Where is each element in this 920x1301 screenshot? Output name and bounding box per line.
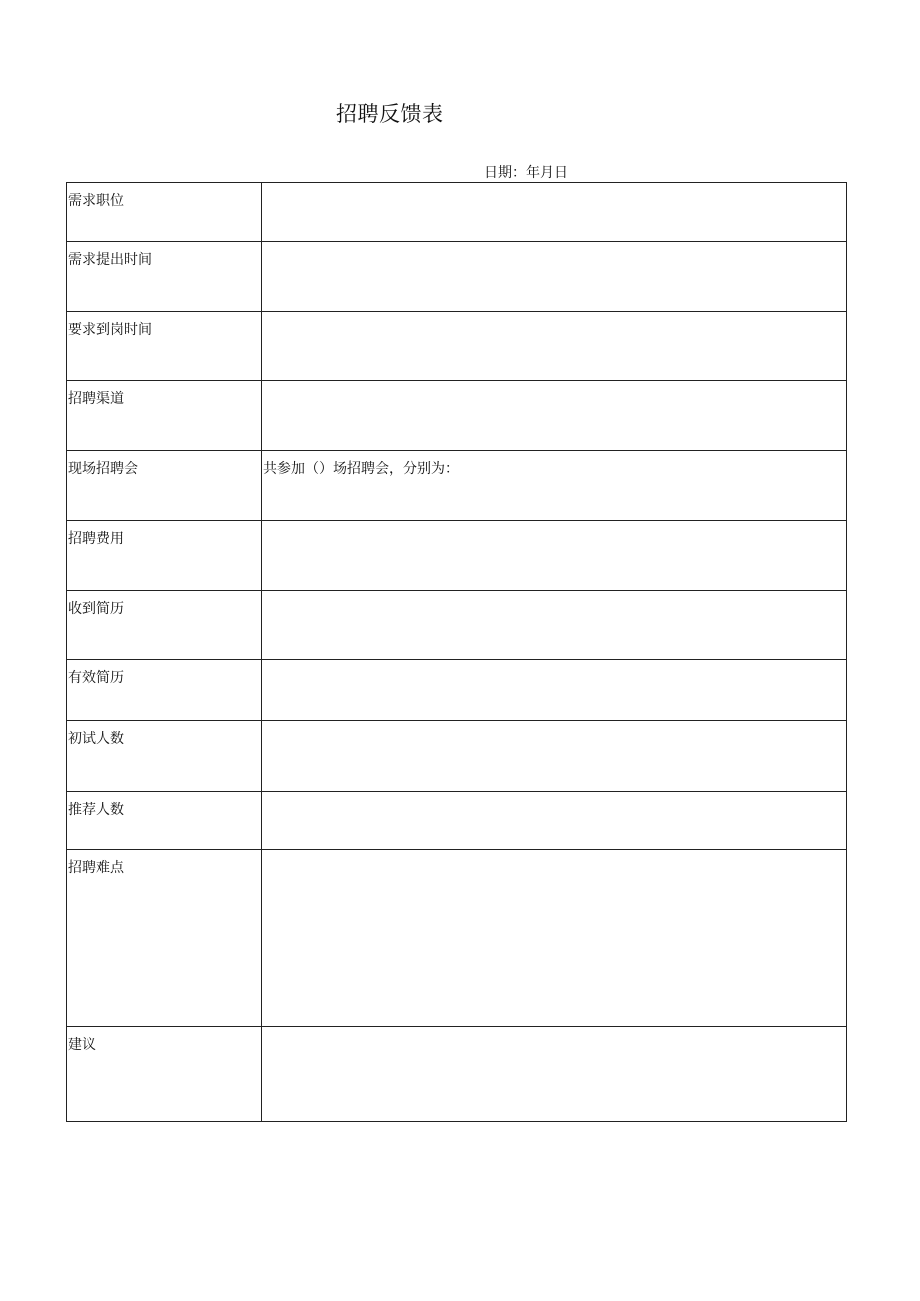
table-row bbox=[67, 792, 847, 850]
row-value-interviewees[interactable] bbox=[262, 721, 847, 792]
date-line: 日期：年月日 bbox=[484, 165, 568, 181]
document-title: 招聘反馈表 bbox=[336, 102, 444, 126]
row-label-interviewees: 初试人数 bbox=[67, 721, 262, 792]
row-value-cost[interactable] bbox=[262, 521, 847, 591]
table-row bbox=[67, 1027, 847, 1122]
row-value-channel[interactable] bbox=[262, 381, 847, 451]
row-value-recommended[interactable] bbox=[262, 792, 847, 850]
row-label-recommended: 推荐人数 bbox=[67, 792, 262, 850]
row-value-difficulties[interactable] bbox=[262, 850, 847, 1027]
row-value-resumes-received[interactable] bbox=[262, 591, 847, 660]
table-row bbox=[67, 242, 847, 312]
row-value-suggestions[interactable] bbox=[262, 1027, 847, 1122]
row-label-arrival-time: 要求到岗时间 bbox=[67, 312, 262, 381]
row-value-arrival-time[interactable] bbox=[262, 312, 847, 381]
row-label-difficulties: 招聘难点 bbox=[67, 850, 262, 1027]
row-value-position[interactable] bbox=[262, 183, 847, 242]
row-label-resumes-received: 收到简历 bbox=[67, 591, 262, 660]
table-row bbox=[67, 312, 847, 381]
row-label-position: 需求职位 bbox=[67, 183, 262, 242]
row-label-cost: 招聘费用 bbox=[67, 521, 262, 591]
table-row bbox=[67, 521, 847, 591]
table-row bbox=[67, 721, 847, 792]
row-label-valid-resumes: 有效简历 bbox=[67, 660, 262, 721]
table-row bbox=[67, 850, 847, 1027]
table-row bbox=[67, 591, 847, 660]
table-row bbox=[67, 451, 847, 521]
row-label-job-fair: 现场招聘会 bbox=[67, 451, 262, 521]
table-row bbox=[67, 381, 847, 451]
row-value-job-fair[interactable]: 共参加（）场招聘会，分别为： bbox=[262, 451, 847, 521]
row-value-valid-resumes[interactable] bbox=[262, 660, 847, 721]
table-row bbox=[67, 660, 847, 721]
row-value-request-time[interactable] bbox=[262, 242, 847, 312]
row-label-suggestions: 建议 bbox=[67, 1027, 262, 1122]
recruitment-feedback-table bbox=[66, 182, 847, 1122]
row-label-channel: 招聘渠道 bbox=[67, 381, 262, 451]
row-label-request-time: 需求提出时间 bbox=[67, 242, 262, 312]
table-row bbox=[67, 183, 847, 242]
